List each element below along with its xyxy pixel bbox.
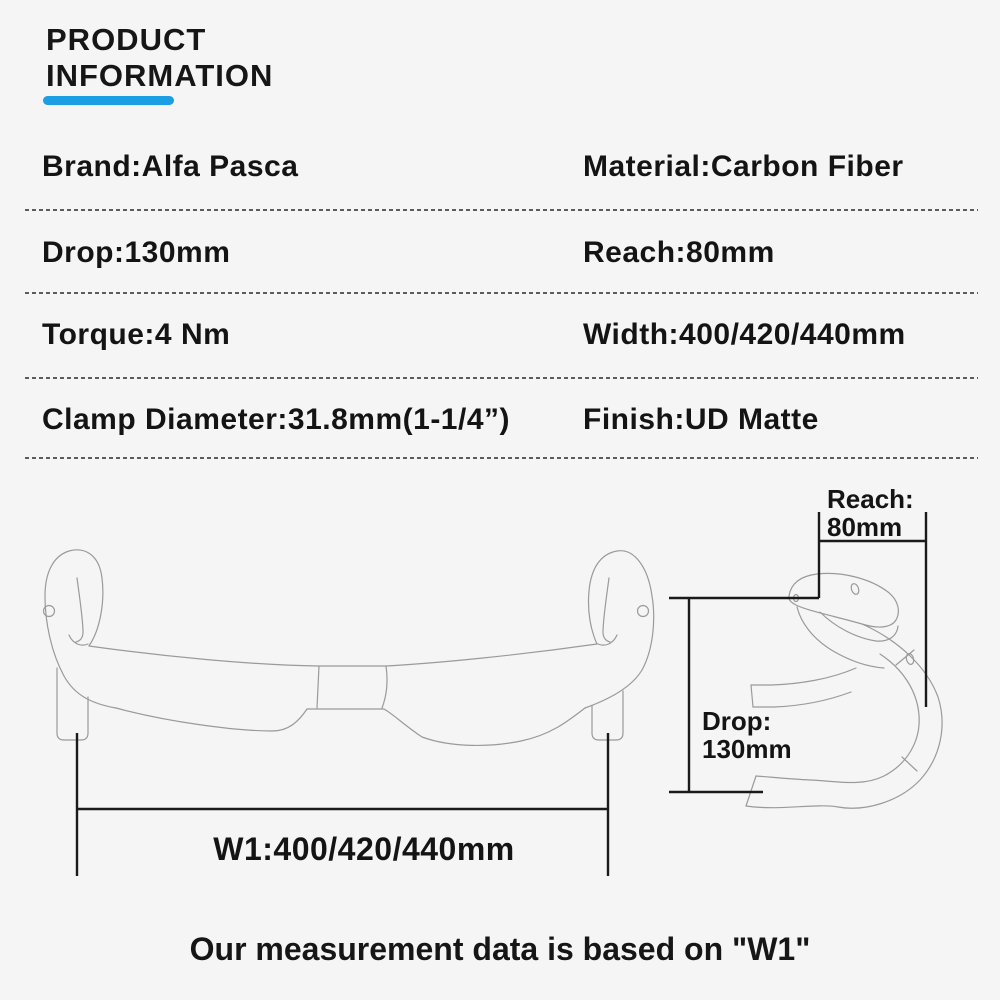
front-wing-bottom-right: [384, 708, 585, 745]
side-neck-lower-line: [797, 607, 884, 668]
front-right-hook-inner-line: [603, 578, 610, 642]
front-right-tube-end: [598, 635, 617, 645]
spec-brand: Brand:Alfa Pasca: [42, 150, 299, 183]
side-drop-cable-hole: [905, 653, 915, 665]
spec-width: Width:400/420/440mm: [583, 318, 906, 351]
side-far-arm-cut: [751, 685, 753, 707]
handlebar-side-view-drawing: [746, 573, 942, 808]
front-left-hook-inner-line: [76, 578, 83, 642]
side-top-section: [789, 573, 899, 627]
spec-material: Material:Carbon Fiber: [583, 150, 904, 183]
drop-dimension-label: [702, 707, 792, 763]
page-title-line1: PRODUCT: [46, 22, 207, 57]
page-title-line2: INFORMATION: [46, 58, 274, 93]
front-left-tube-end: [69, 635, 88, 645]
side-far-arm-upper-line: [751, 668, 856, 685]
spec-torque: Torque:4 Nm: [42, 318, 231, 351]
side-far-arm-lower-line: [753, 692, 851, 707]
front-clamp-left-line: [317, 666, 319, 708]
front-right-drop-hook: [585, 551, 654, 708]
reach-label-text: Reach:: [827, 484, 914, 514]
drop-label-value: 130mm: [702, 734, 792, 764]
spec-finish: Finish:UD Matte: [583, 403, 819, 436]
reach-dimension-label: [827, 485, 914, 541]
front-left-drop-hook: [45, 550, 116, 708]
reach-label-value: 80mm: [827, 512, 903, 542]
front-wing-bottom-left: [116, 708, 307, 731]
front-right-cable-hole: [638, 606, 649, 617]
drop-label-text: Drop:: [702, 706, 772, 736]
spec-drop: Drop:130mm: [42, 236, 231, 269]
front-clamp-right-line: [382, 666, 387, 708]
front-left-bar-end: [57, 668, 88, 740]
handlebar-front-view-drawing: [44, 550, 654, 746]
side-top-cable-hole: [850, 583, 860, 596]
spec-reach: Reach:80mm: [583, 236, 775, 269]
measurement-note: Our measurement data is based on "W1": [189, 931, 811, 967]
spec-clamp-diameter: Clamp Diameter:31.8mm(1-1/4”): [42, 403, 511, 436]
w1-dimension-label: W1:400/420/440mm: [213, 831, 515, 867]
side-tube-section-line-lower: [902, 757, 917, 771]
front-wing-top-edge: [89, 644, 597, 666]
